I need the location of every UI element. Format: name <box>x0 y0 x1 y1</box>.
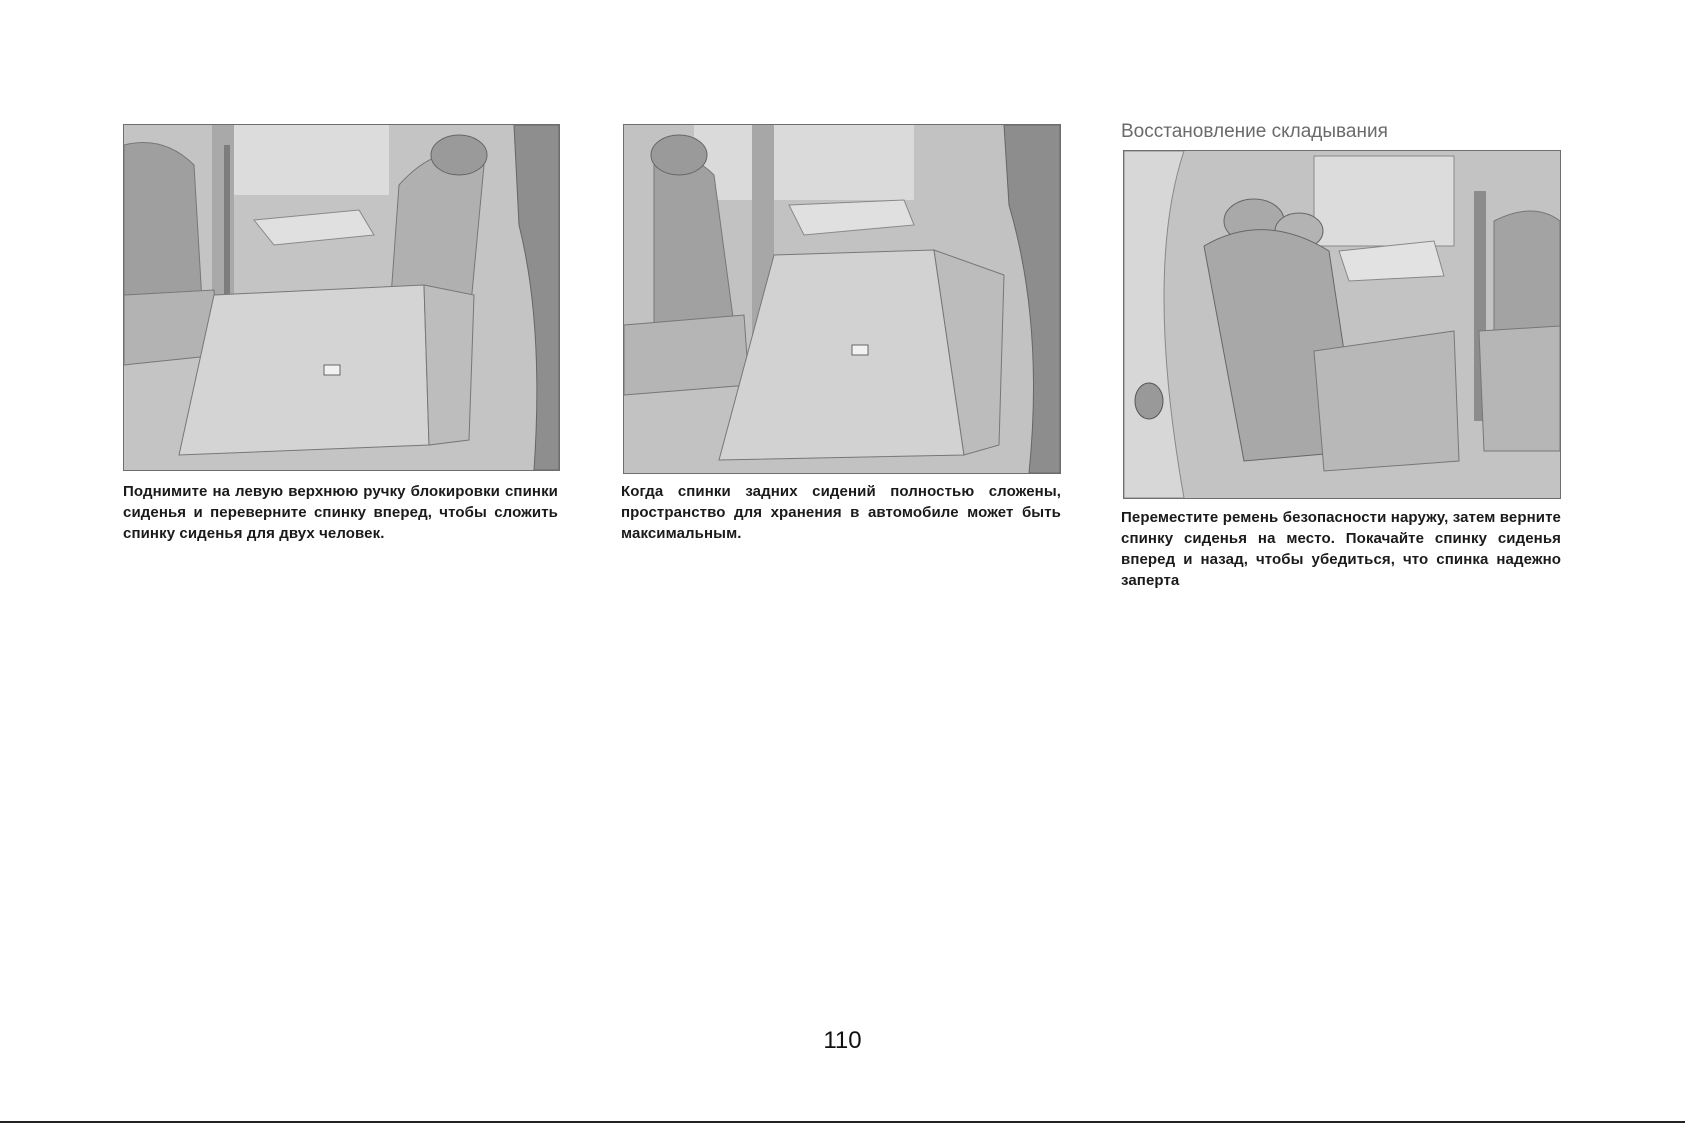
figure1-caption: Поднимите на левую верхнюю ручку блокировки спинки сиденья и переверните спинку вперед, чтобы сложить спинку сиденья для двух человек. <box>123 483 558 542</box>
section-heading: Восстановление складывания <box>1121 121 1388 142</box>
figure3-caption: Переместите ремень безопасности наружу, затем верните спинку сиденья на место. Покачайте спинку сиденья вперед и назад, чтобы убедиться, что спинка надежно заперта <box>1121 509 1561 589</box>
figure2-caption: Когда спинки задних сидений полностью сложены, пространство для хранения в автомобиле может быть максимальным. <box>621 483 1061 542</box>
page-number: 110 <box>823 1027 862 1054</box>
illustration-seats-fully-folded <box>623 124 1061 474</box>
illustration-seat-restore <box>1123 150 1561 499</box>
illustration-seat-folding-two-person <box>123 124 560 471</box>
